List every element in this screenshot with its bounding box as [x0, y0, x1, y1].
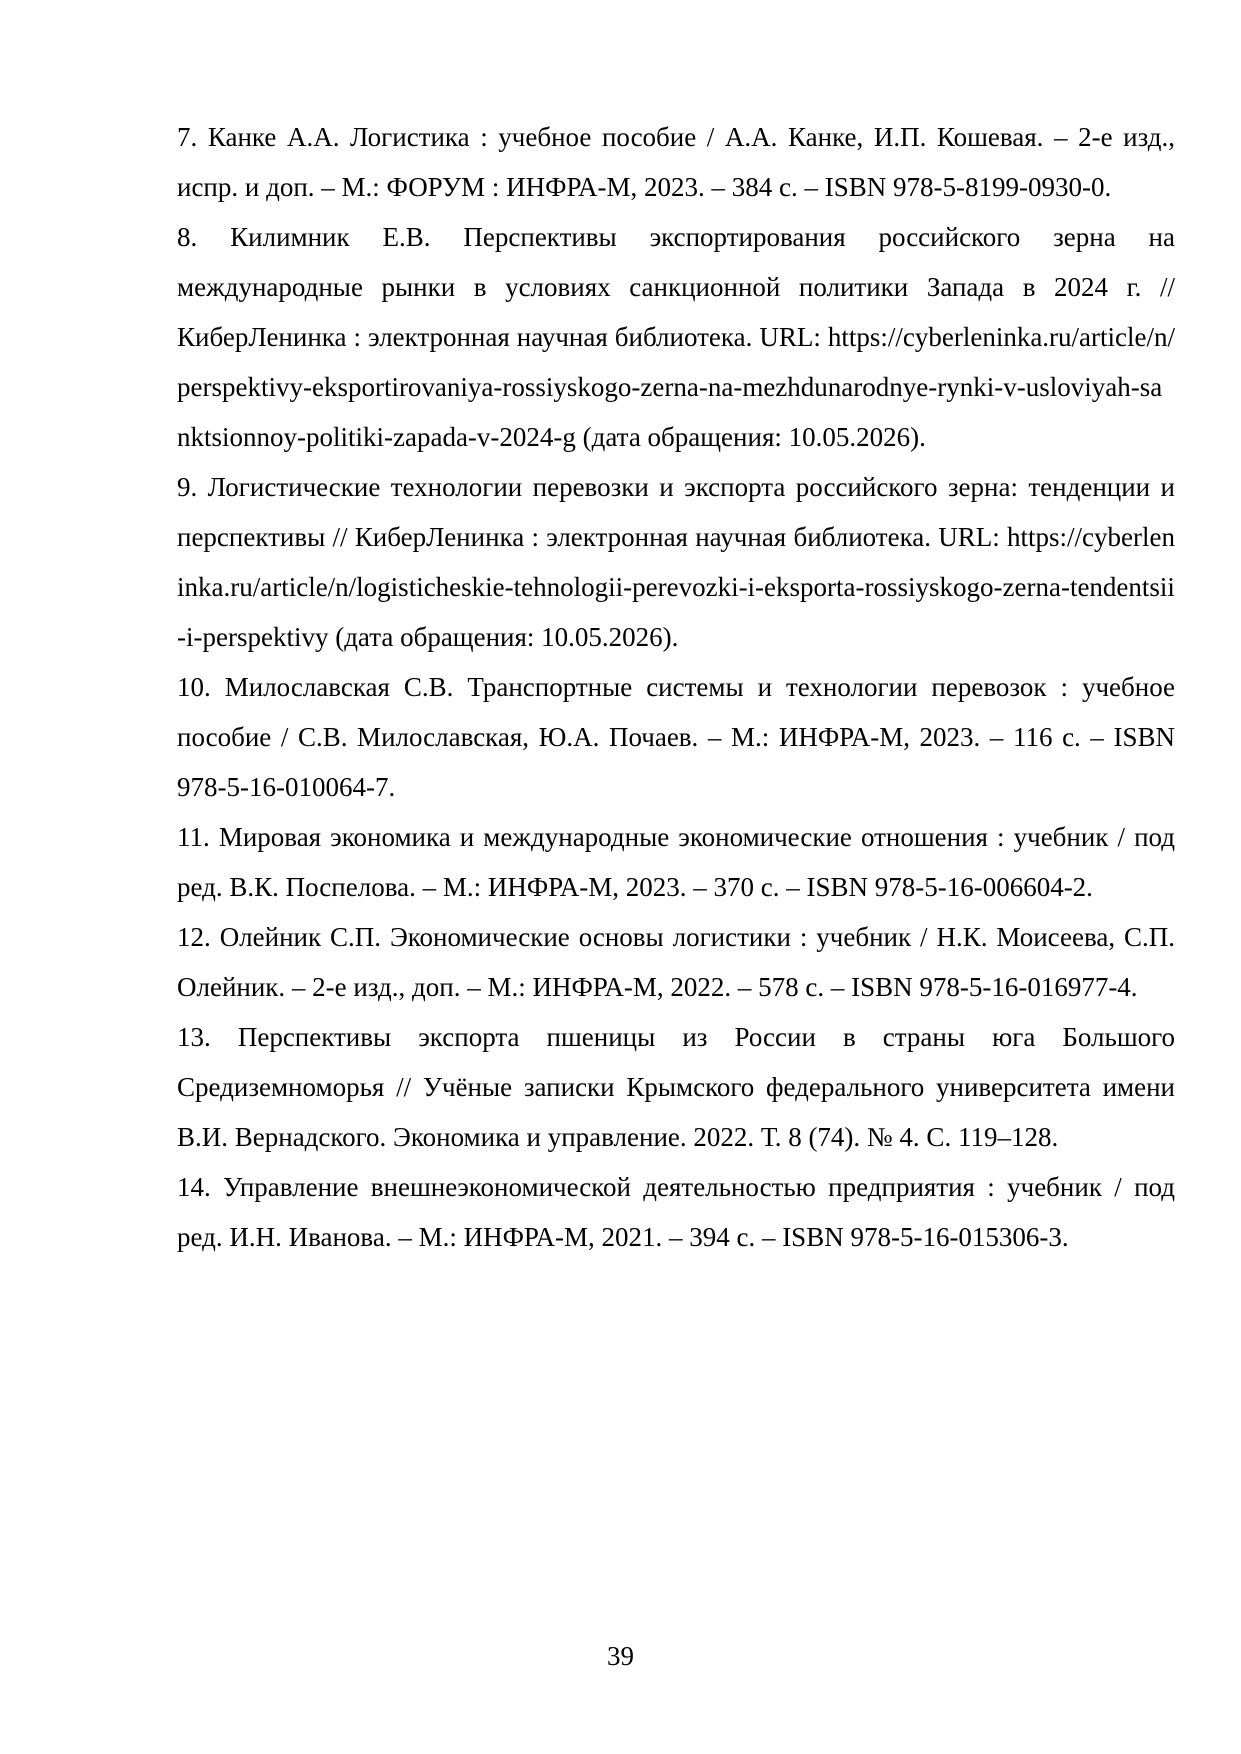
reference-number: 12.: [177, 922, 211, 952]
reference-number: 14.: [177, 1172, 211, 1202]
reference-text: Логистические технологии перевозки и экспорта российского зерна: тенденции и перспективы // КиберЛенинка : электронная научная библиотека. URL:: [177, 472, 1175, 552]
reference-url: https://cyberleninka.ru/article/n/perspektivy-eksportirovaniya-rossiyskogo-zerna-na-mezhdunarodnye-rynki-v-usloviyah-sanktsionnoy-politiki-zapada-v-2024-g: [177, 322, 1175, 452]
reference-item-14: [177, 1162, 1175, 1262]
reference-item-12: [177, 912, 1175, 1012]
reference-access-date: (дата обращения: 10.05.2026).: [582, 422, 926, 452]
reference-item-10: [177, 662, 1175, 812]
reference-number: 10.: [177, 672, 211, 702]
reference-item-7: [177, 112, 1175, 212]
reference-access-date: (дата обращения: 10.05.2026).: [335, 622, 679, 652]
reference-list: [177, 112, 1175, 1262]
reference-text: Перспективы экспорта пшеницы из России в страны юга Большого Средиземноморья // Учёные записки Крымского федерального университета имени В.И. Вернадского. Экономика и управление. 2022. Т. 8 (74). № 4. С. 119–128.: [177, 1022, 1176, 1152]
reference-text: Килимник Е.В. Перспективы экспортирования российского зерна на международные рынки в условиях санкционной политики Запада в 2024 г. // КиберЛенинка : электронная научная библиотека. URL:: [177, 222, 1175, 352]
reference-number: 13.: [177, 1022, 211, 1052]
reference-item-9: [177, 462, 1175, 662]
reference-item-11: [177, 812, 1175, 912]
reference-item-13: [177, 1012, 1175, 1162]
reference-number: 8.: [177, 222, 198, 252]
reference-number: 9.: [177, 472, 198, 502]
reference-text: Мировая экономика и международные экономические отношения : учебник / под ред. В.К. Поспелова. – М.: ИНФРА-М, 2023. – 370 с. – ISBN 978-5-16-006604-2.: [177, 822, 1176, 902]
reference-text: Управление внешнеэкономической деятельностью предприятия : учебник / под ред. И.Н. Иванова. – М.: ИНФРА-М, 2021. – 394 с. – ISBN 978-5-16-015306-3.: [177, 1172, 1175, 1252]
reference-url: https://cyberleninka.ru/article/n/logisticheskie-tehnologii-perevozki-i-eksporta-rossiyskogo-zerna-tendentsii-i-perspektivy: [177, 522, 1175, 652]
reference-number: 7.: [177, 122, 198, 152]
page-number: 39: [607, 1641, 634, 1671]
reference-text: Милославская С.В. Транспортные системы и технологии перевозок : учебное пособие / С.В. Милославская, Ю.А. Почаев. – М.: ИНФРА-М, 2023. – 116 с. – ISBN 978-5-16-010064-7.: [177, 672, 1176, 802]
reference-text: Канке А.А. Логистика : учебное пособие / А.А. Канке, И.П. Кошевая. – 2-е изд., испр. и доп. – М.: ФОРУМ : ИНФРА-М, 2023. – 384 с. – ISBN 978-5-8199-0930-0.: [177, 122, 1176, 202]
reference-text: Олейник С.П. Экономические основы логистики : учебник / Н.К. Моисеева, С.П. Олейник. – 2-е изд., доп. – М.: ИНФРА-М, 2022. – 578 с. – ISBN 978-5-16-016977-4.: [177, 922, 1176, 1002]
reference-item-8: [177, 212, 1175, 462]
reference-number: 11.: [177, 822, 210, 852]
